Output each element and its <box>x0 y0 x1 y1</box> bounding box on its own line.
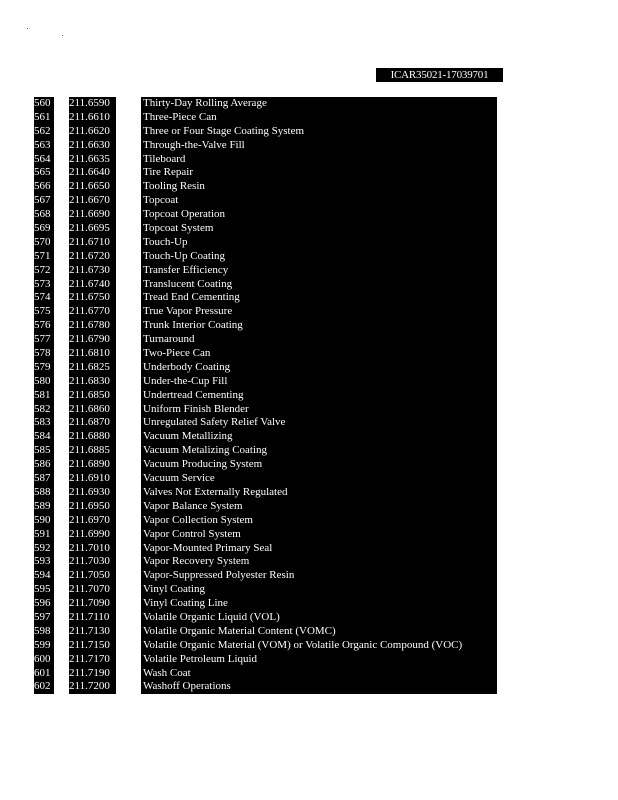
table-row <box>0 333 618 347</box>
defined-term: Vacuum Service <box>141 472 497 486</box>
table-row <box>0 180 618 194</box>
table-row <box>0 458 618 472</box>
section-number: 597 <box>34 611 54 625</box>
section-code: 211.6910 <box>69 472 116 486</box>
section-number: 568 <box>34 208 54 222</box>
defined-term: Tread End Cementing <box>141 291 497 305</box>
defined-term: Volatile Organic Liquid (VOL) <box>141 611 497 625</box>
section-code: 211.6670 <box>69 194 116 208</box>
defined-term: Vinyl Coating <box>141 583 497 597</box>
section-number: 593 <box>34 555 54 569</box>
defined-term: True Vapor Pressure <box>141 305 497 319</box>
section-number: 580 <box>34 375 54 389</box>
table-row <box>0 680 618 694</box>
section-number: 598 <box>34 625 54 639</box>
table-row <box>0 97 618 111</box>
section-code: 211.7110 <box>69 611 116 625</box>
section-number: 585 <box>34 444 54 458</box>
section-number: 596 <box>34 597 54 611</box>
defined-term: Uniform Finish Blender <box>141 403 497 417</box>
section-code: 211.7200 <box>69 680 116 694</box>
table-row <box>0 528 618 542</box>
section-code: 211.6770 <box>69 305 116 319</box>
section-code: 211.7150 <box>69 639 116 653</box>
defined-term: Vacuum Metallizing <box>141 430 497 444</box>
section-code: 211.6990 <box>69 528 116 542</box>
table-row <box>0 139 618 153</box>
defined-term: Three or Four Stage Coating System <box>141 125 497 139</box>
table-row <box>0 166 618 180</box>
section-code: 211.7050 <box>69 569 116 583</box>
section-code: 211.6610 <box>69 111 116 125</box>
section-code: 211.6635 <box>69 153 116 167</box>
scan-speck <box>27 28 28 29</box>
section-number: 560 <box>34 97 54 111</box>
defined-term: Topcoat Operation <box>141 208 497 222</box>
table-row <box>0 278 618 292</box>
section-number: 576 <box>34 319 54 333</box>
section-code: 211.7070 <box>69 583 116 597</box>
section-code: 211.6885 <box>69 444 116 458</box>
section-code: 211.6590 <box>69 97 116 111</box>
table-row <box>0 222 618 236</box>
defined-term: Two-Piece Can <box>141 347 497 361</box>
section-code: 211.6890 <box>69 458 116 472</box>
section-code: 211.6780 <box>69 319 116 333</box>
table-row <box>0 264 618 278</box>
section-code: 211.6740 <box>69 278 116 292</box>
defined-term: Tire Repair <box>141 166 497 180</box>
table-row <box>0 291 618 305</box>
defined-term: Tileboard <box>141 153 497 167</box>
section-number: 587 <box>34 472 54 486</box>
section-code: 211.6650 <box>69 180 116 194</box>
defined-term: Touch-Up <box>141 236 497 250</box>
table-row <box>0 653 618 667</box>
table-row <box>0 125 618 139</box>
defined-term: Underbody Coating <box>141 361 497 375</box>
table-row <box>0 569 618 583</box>
section-number: 584 <box>34 430 54 444</box>
section-code: 211.6710 <box>69 236 116 250</box>
section-code: 211.6720 <box>69 250 116 264</box>
defined-term: Topcoat System <box>141 222 497 236</box>
section-number: 589 <box>34 500 54 514</box>
table-row <box>0 319 618 333</box>
defined-term: Vapor-Suppressed Polyester Resin <box>141 569 497 583</box>
table-row <box>0 194 618 208</box>
section-number: 563 <box>34 139 54 153</box>
defined-term: Transfer Efficiency <box>141 264 497 278</box>
defined-term: Volatile Organic Material (VOM) or Volatile Organic Compound (VOC) <box>141 639 497 653</box>
defined-term: Vapor Recovery System <box>141 555 497 569</box>
table-row <box>0 305 618 319</box>
defined-term: Vacuum Metalizing Coating <box>141 444 497 458</box>
section-code: 211.6825 <box>69 361 116 375</box>
section-number: 601 <box>34 667 54 681</box>
section-code: 211.6790 <box>69 333 116 347</box>
table-row <box>0 514 618 528</box>
defined-term: Vinyl Coating Line <box>141 597 497 611</box>
defined-term: Under-the-Cup Fill <box>141 375 497 389</box>
section-number: 569 <box>34 222 54 236</box>
section-code: 211.6690 <box>69 208 116 222</box>
section-code: 211.6860 <box>69 403 116 417</box>
table-row <box>0 555 618 569</box>
defined-term: Wash Coat <box>141 667 497 681</box>
defined-term: Vapor Balance System <box>141 500 497 514</box>
section-code: 211.6850 <box>69 389 116 403</box>
section-code: 211.6870 <box>69 416 116 430</box>
table-row <box>0 347 618 361</box>
section-code: 211.6730 <box>69 264 116 278</box>
section-number: 574 <box>34 291 54 305</box>
defined-term: Volatile Organic Material Content (VOMC) <box>141 625 497 639</box>
section-number: 600 <box>34 653 54 667</box>
table-row <box>0 611 618 625</box>
defined-term: Touch-Up Coating <box>141 250 497 264</box>
scan-speck <box>62 35 63 36</box>
defined-term: Washoff Operations <box>141 680 497 694</box>
table-row <box>0 639 618 653</box>
section-number: 567 <box>34 194 54 208</box>
defined-term: Thirty-Day Rolling Average <box>141 97 497 111</box>
defined-term: Three-Piece Can <box>141 111 497 125</box>
section-number: 588 <box>34 486 54 500</box>
definitions-table <box>0 97 618 694</box>
table-row <box>0 111 618 125</box>
section-code: 211.6930 <box>69 486 116 500</box>
section-code: 211.7170 <box>69 653 116 667</box>
section-number: 561 <box>34 111 54 125</box>
section-number: 575 <box>34 305 54 319</box>
section-number: 566 <box>34 180 54 194</box>
section-number: 592 <box>34 542 54 556</box>
section-number: 573 <box>34 278 54 292</box>
table-row <box>0 625 618 639</box>
table-row <box>0 250 618 264</box>
section-code: 211.7090 <box>69 597 116 611</box>
defined-term: Undertread Cementing <box>141 389 497 403</box>
section-number: 594 <box>34 569 54 583</box>
table-row <box>0 236 618 250</box>
defined-term: Unregulated Safety Relief Valve <box>141 416 497 430</box>
defined-term: Trunk Interior Coating <box>141 319 497 333</box>
table-row <box>0 153 618 167</box>
section-number: 565 <box>34 166 54 180</box>
defined-term: Volatile Petroleum Liquid <box>141 653 497 667</box>
defined-term: Vapor Collection System <box>141 514 497 528</box>
table-row <box>0 375 618 389</box>
table-row <box>0 403 618 417</box>
section-number: 579 <box>34 361 54 375</box>
table-row <box>0 472 618 486</box>
section-code: 211.7030 <box>69 555 116 569</box>
section-number: 570 <box>34 236 54 250</box>
defined-term: Vapor Control System <box>141 528 497 542</box>
section-code: 211.6620 <box>69 125 116 139</box>
section-code: 211.6630 <box>69 139 116 153</box>
section-code: 211.6695 <box>69 222 116 236</box>
section-number: 571 <box>34 250 54 264</box>
table-row <box>0 208 618 222</box>
table-row <box>0 486 618 500</box>
section-number: 577 <box>34 333 54 347</box>
defined-term: Turnaround <box>141 333 497 347</box>
section-code: 211.6970 <box>69 514 116 528</box>
section-number: 578 <box>34 347 54 361</box>
table-row <box>0 500 618 514</box>
table-row <box>0 389 618 403</box>
section-number: 595 <box>34 583 54 597</box>
table-row <box>0 444 618 458</box>
section-number: 591 <box>34 528 54 542</box>
section-code: 211.6880 <box>69 430 116 444</box>
defined-term: Valves Not Externally Regulated <box>141 486 497 500</box>
section-number: 582 <box>34 403 54 417</box>
section-code: 211.6640 <box>69 166 116 180</box>
table-row <box>0 542 618 556</box>
section-number: 581 <box>34 389 54 403</box>
section-number: 599 <box>34 639 54 653</box>
section-number: 586 <box>34 458 54 472</box>
section-number: 583 <box>34 416 54 430</box>
defined-term: Translucent Coating <box>141 278 497 292</box>
section-number: 562 <box>34 125 54 139</box>
section-code: 211.7130 <box>69 625 116 639</box>
defined-term: Vacuum Producing System <box>141 458 497 472</box>
section-number: 602 <box>34 680 54 694</box>
table-row <box>0 361 618 375</box>
table-row <box>0 583 618 597</box>
table-row <box>0 597 618 611</box>
section-code: 211.6750 <box>69 291 116 305</box>
section-code: 211.7190 <box>69 667 116 681</box>
table-row <box>0 430 618 444</box>
section-code: 211.6830 <box>69 375 116 389</box>
section-number: 572 <box>34 264 54 278</box>
section-number: 590 <box>34 514 54 528</box>
document-id: ICAR35021-17039701 <box>376 68 503 82</box>
section-code: 211.7010 <box>69 542 116 556</box>
section-code: 211.6810 <box>69 347 116 361</box>
section-code: 211.6950 <box>69 500 116 514</box>
defined-term: Through-the-Valve Fill <box>141 139 497 153</box>
section-number: 564 <box>34 153 54 167</box>
defined-term: Topcoat <box>141 194 497 208</box>
defined-term: Tooling Resin <box>141 180 497 194</box>
defined-term: Vapor-Mounted Primary Seal <box>141 542 497 556</box>
table-row <box>0 667 618 681</box>
table-row <box>0 416 618 430</box>
